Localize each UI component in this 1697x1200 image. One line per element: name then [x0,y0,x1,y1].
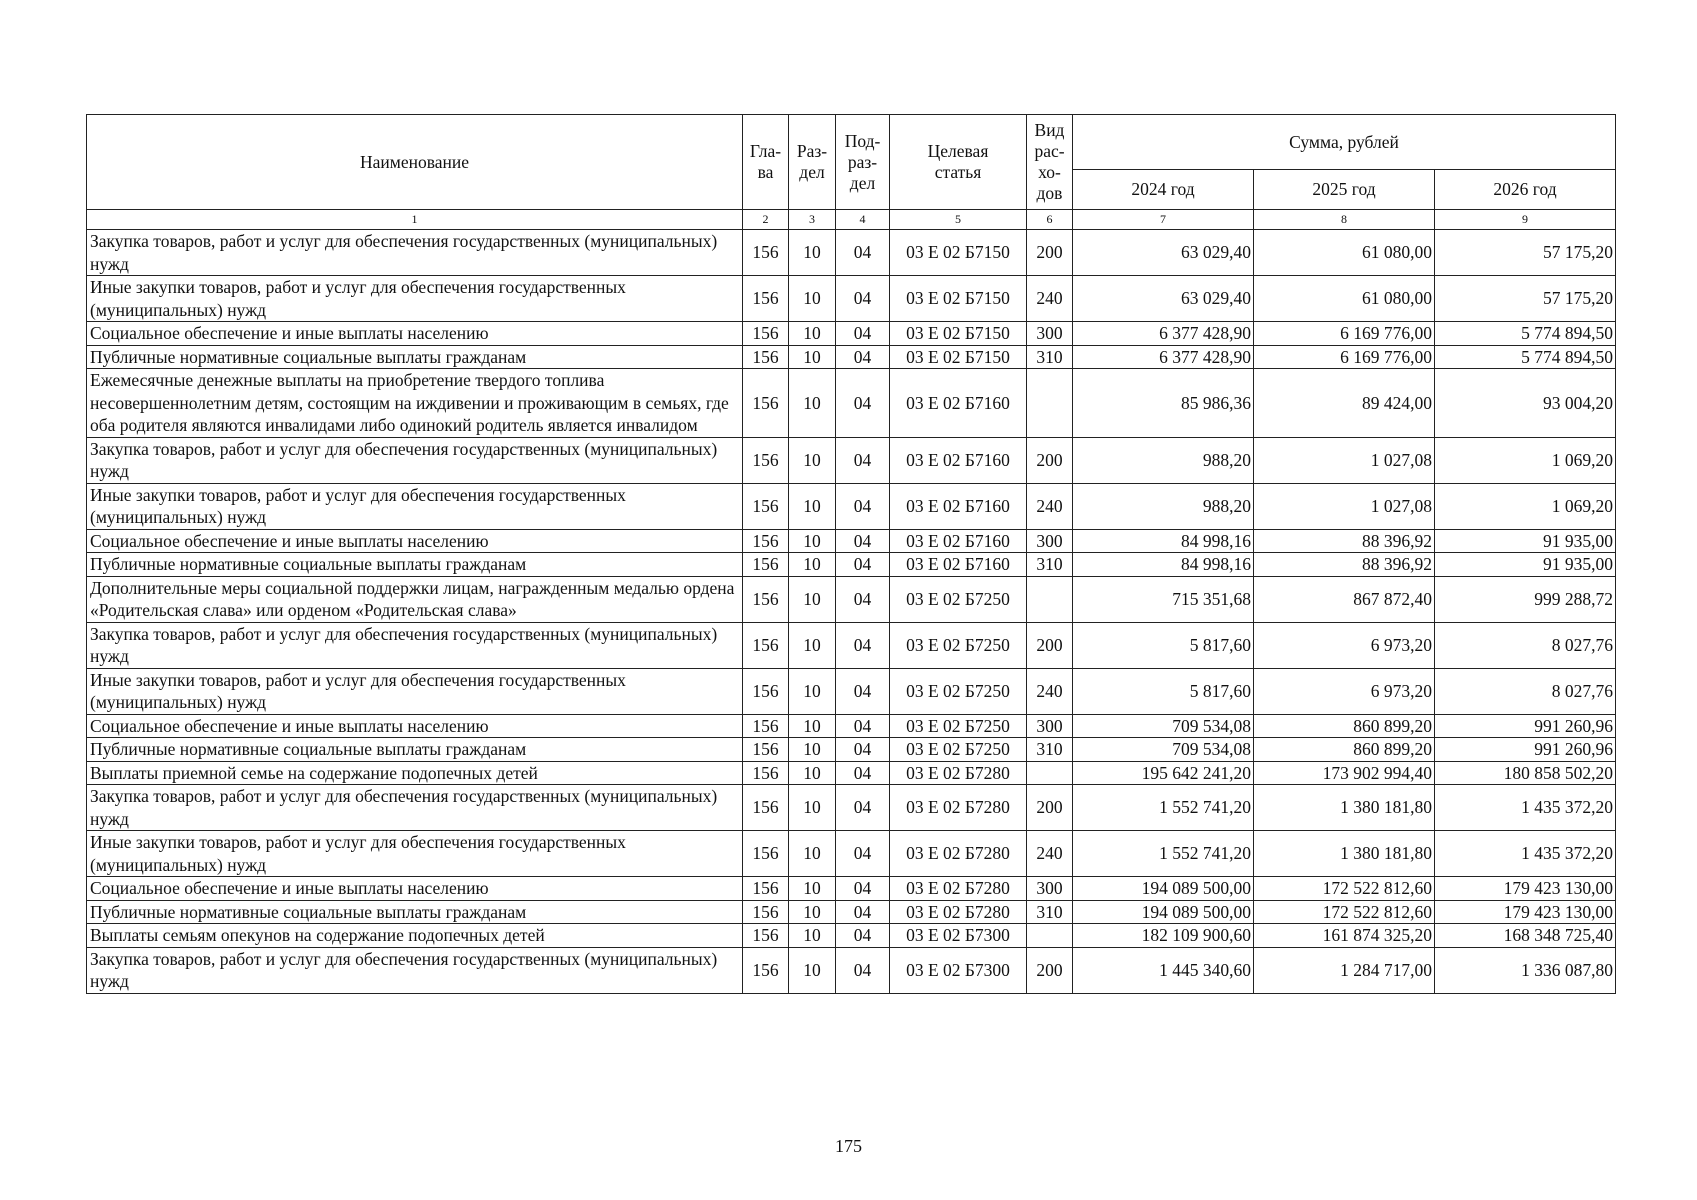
row-sum-2025: 6 169 776,00 [1254,322,1435,346]
row-razdel: 10 [789,738,836,762]
table-row [87,900,1616,924]
row-target: 03 Е 02 Б7300 [890,924,1027,948]
row-razdel: 10 [789,947,836,993]
row-glava: 156 [743,483,789,529]
row-sum-2026: 91 935,00 [1435,529,1616,553]
table-row [87,761,1616,785]
row-sum-2026: 179 423 130,00 [1435,877,1616,901]
row-target: 03 Е 02 Б7150 [890,322,1027,346]
row-sum-2026: 1 336 087,80 [1435,947,1616,993]
header-y2026: 2026 год [1435,170,1616,210]
row-name: Иные закупки товаров, работ и услуг для обеспечения государственных (муниципальных) нужд [87,483,743,529]
row-vid [1027,576,1073,622]
row-sum-2024: 84 998,16 [1073,529,1254,553]
row-glava: 156 [743,276,789,322]
row-sum-2025: 1 284 717,00 [1254,947,1435,993]
row-target: 03 Е 02 Б7280 [890,785,1027,831]
row-sum-2025: 6 973,20 [1254,668,1435,714]
row-sum-2025: 61 080,00 [1254,276,1435,322]
row-sum-2024: 194 089 500,00 [1073,900,1254,924]
row-sum-2024: 6 377 428,90 [1073,322,1254,346]
row-name: Закупка товаров, работ и услуг для обеспечения государственных (муниципальных) нужд [87,947,743,993]
row-podrazdel: 04 [836,877,890,901]
row-glava: 156 [743,761,789,785]
row-target: 03 Е 02 Б7150 [890,276,1027,322]
row-sum-2024: 709 534,08 [1073,714,1254,738]
row-target: 03 Е 02 Б7150 [890,345,1027,369]
row-sum-2024: 195 642 241,20 [1073,761,1254,785]
row-target: 03 Е 02 Б7250 [890,714,1027,738]
row-target: 03 Е 02 Б7280 [890,900,1027,924]
table-row [87,369,1616,438]
row-glava: 156 [743,738,789,762]
row-name: Социальное обеспечение и иные выплаты населению [87,529,743,553]
row-name: Иные закупки товаров, работ и услуг для обеспечения государственных (муниципальных) нужд [87,831,743,877]
row-razdel: 10 [789,761,836,785]
budget-table [86,114,1616,994]
row-target: 03 Е 02 Б7250 [890,738,1027,762]
row-name: Социальное обеспечение и иные выплаты населению [87,714,743,738]
row-sum-2026: 93 004,20 [1435,369,1616,438]
row-podrazdel: 04 [836,714,890,738]
row-glava: 156 [743,924,789,948]
row-vid: 240 [1027,483,1073,529]
row-name: Социальное обеспечение и иные выплаты населению [87,877,743,901]
row-sum-2024: 709 534,08 [1073,738,1254,762]
row-vid: 240 [1027,831,1073,877]
row-glava: 156 [743,900,789,924]
row-sum-2024: 1 445 340,60 [1073,947,1254,993]
row-sum-2025: 61 080,00 [1254,230,1435,276]
row-glava: 156 [743,529,789,553]
row-glava: 156 [743,230,789,276]
row-glava: 156 [743,668,789,714]
header-name: Наименование [87,115,743,210]
row-target: 03 Е 02 Б7160 [890,437,1027,483]
row-sum-2025: 161 874 325,20 [1254,924,1435,948]
row-sum-2026: 1 435 372,20 [1435,831,1616,877]
col-number: 3 [789,210,836,230]
row-glava: 156 [743,622,789,668]
row-razdel: 10 [789,576,836,622]
row-sum-2024: 988,20 [1073,483,1254,529]
row-razdel: 10 [789,483,836,529]
row-sum-2025: 88 396,92 [1254,553,1435,577]
row-sum-2024: 1 552 741,20 [1073,831,1254,877]
column-number-row [87,210,1616,230]
row-sum-2024: 1 552 741,20 [1073,785,1254,831]
row-glava: 156 [743,369,789,438]
row-vid [1027,761,1073,785]
row-sum-2024: 988,20 [1073,437,1254,483]
row-vid: 200 [1027,947,1073,993]
col-number: 8 [1254,210,1435,230]
row-sum-2026: 180 858 502,20 [1435,761,1616,785]
row-podrazdel: 04 [836,785,890,831]
row-glava: 156 [743,947,789,993]
row-razdel: 10 [789,924,836,948]
table-row [87,877,1616,901]
row-glava: 156 [743,345,789,369]
row-sum-2025: 173 902 994,40 [1254,761,1435,785]
row-vid: 310 [1027,900,1073,924]
row-glava: 156 [743,576,789,622]
row-podrazdel: 04 [836,738,890,762]
table-row [87,483,1616,529]
row-podrazdel: 04 [836,900,890,924]
row-vid: 200 [1027,230,1073,276]
row-vid: 200 [1027,437,1073,483]
row-target: 03 Е 02 Б7160 [890,529,1027,553]
row-sum-2025: 1 027,08 [1254,437,1435,483]
row-razdel: 10 [789,785,836,831]
row-razdel: 10 [789,276,836,322]
row-sum-2026: 57 175,20 [1435,230,1616,276]
row-podrazdel: 04 [836,831,890,877]
row-podrazdel: 04 [836,622,890,668]
col-number: 6 [1027,210,1073,230]
row-sum-2025: 172 522 812,60 [1254,900,1435,924]
row-sum-2025: 6 973,20 [1254,622,1435,668]
row-vid: 310 [1027,738,1073,762]
row-sum-2026: 1 435 372,20 [1435,785,1616,831]
row-sum-2026: 991 260,96 [1435,714,1616,738]
table-row [87,437,1616,483]
row-vid [1027,369,1073,438]
row-sum-2025: 1 380 181,80 [1254,831,1435,877]
row-razdel: 10 [789,230,836,276]
col-number: 7 [1073,210,1254,230]
row-target: 03 Е 02 Б7280 [890,831,1027,877]
row-vid: 310 [1027,553,1073,577]
table-row [87,785,1616,831]
row-target: 03 Е 02 Б7280 [890,761,1027,785]
row-razdel: 10 [789,553,836,577]
row-target: 03 Е 02 Б7250 [890,622,1027,668]
row-razdel: 10 [789,322,836,346]
row-vid: 300 [1027,529,1073,553]
row-sum-2025: 860 899,20 [1254,738,1435,762]
row-glava: 156 [743,877,789,901]
row-sum-2026: 8 027,76 [1435,668,1616,714]
row-sum-2026: 5 774 894,50 [1435,322,1616,346]
row-glava: 156 [743,437,789,483]
row-target: 03 Е 02 Б7300 [890,947,1027,993]
row-podrazdel: 04 [836,576,890,622]
row-glava: 156 [743,553,789,577]
row-podrazdel: 04 [836,345,890,369]
row-sum-2026: 8 027,76 [1435,622,1616,668]
table-row [87,947,1616,993]
row-podrazdel: 04 [836,947,890,993]
row-sum-2026: 1 069,20 [1435,483,1616,529]
row-sum-2024: 5 817,60 [1073,622,1254,668]
row-sum-2026: 57 175,20 [1435,276,1616,322]
row-name: Ежемесячные денежные выплаты на приобретение твердого топлива несовершеннолетним детям, состоящим на иждивении и проживающим в семьях, где оба родителя являются инвалидами либо одинокий родитель является инвалидом [87,369,743,438]
row-vid: 200 [1027,785,1073,831]
row-glava: 156 [743,322,789,346]
table-row [87,924,1616,948]
row-name: Закупка товаров, работ и услуг для обеспечения государственных (муниципальных) нужд [87,785,743,831]
row-name: Иные закупки товаров, работ и услуг для обеспечения государственных (муниципальных) нужд [87,276,743,322]
row-sum-2024: 6 377 428,90 [1073,345,1254,369]
row-name: Выплаты приемной семье на содержание подопечных детей [87,761,743,785]
row-vid: 300 [1027,877,1073,901]
table-body [87,210,1616,994]
row-vid: 310 [1027,345,1073,369]
row-glava: 156 [743,831,789,877]
row-target: 03 Е 02 Б7250 [890,576,1027,622]
row-name: Иные закупки товаров, работ и услуг для обеспечения государственных (муниципальных) нужд [87,668,743,714]
row-sum-2024: 63 029,40 [1073,230,1254,276]
table-row [87,553,1616,577]
row-name: Публичные нормативные социальные выплаты гражданам [87,345,743,369]
row-sum-2024: 84 998,16 [1073,553,1254,577]
row-target: 03 Е 02 Б7150 [890,230,1027,276]
row-razdel: 10 [789,345,836,369]
table-row [87,345,1616,369]
row-podrazdel: 04 [836,761,890,785]
row-sum-2025: 1 380 181,80 [1254,785,1435,831]
row-sum-2026: 991 260,96 [1435,738,1616,762]
table-row [87,738,1616,762]
row-sum-2025: 172 522 812,60 [1254,877,1435,901]
row-glava: 156 [743,714,789,738]
row-sum-2024: 182 109 900,60 [1073,924,1254,948]
table-row [87,622,1616,668]
page-number: 175 [835,1136,862,1156]
col-number: 2 [743,210,789,230]
row-sum-2025: 860 899,20 [1254,714,1435,738]
row-podrazdel: 04 [836,276,890,322]
row-name: Публичные нормативные социальные выплаты гражданам [87,553,743,577]
row-razdel: 10 [789,714,836,738]
row-razdel: 10 [789,622,836,668]
header-glava: Гла- ва [743,115,789,210]
row-sum-2026: 168 348 725,40 [1435,924,1616,948]
row-sum-2024: 85 986,36 [1073,369,1254,438]
budget-table-page [86,114,1615,994]
row-vid [1027,924,1073,948]
row-target: 03 Е 02 Б7280 [890,877,1027,901]
row-razdel: 10 [789,877,836,901]
header-sum: Сумма, рублей [1073,115,1616,170]
header-target: Целевая статья [890,115,1027,210]
row-razdel: 10 [789,668,836,714]
row-sum-2026: 179 423 130,00 [1435,900,1616,924]
row-name: Закупка товаров, работ и услуг для обеспечения государственных (муниципальных) нужд [87,622,743,668]
row-podrazdel: 04 [836,369,890,438]
table-row [87,322,1616,346]
row-glava: 156 [743,785,789,831]
table-row [87,230,1616,276]
header-y2024: 2024 год [1073,170,1254,210]
table-row [87,276,1616,322]
row-target: 03 Е 02 Б7250 [890,668,1027,714]
row-podrazdel: 04 [836,322,890,346]
row-sum-2024: 715 351,68 [1073,576,1254,622]
row-vid: 200 [1027,622,1073,668]
row-sum-2026: 91 935,00 [1435,553,1616,577]
row-name: Публичные нормативные социальные выплаты гражданам [87,900,743,924]
row-razdel: 10 [789,437,836,483]
row-sum-2025: 89 424,00 [1254,369,1435,438]
row-vid: 240 [1027,276,1073,322]
row-name: Социальное обеспечение и иные выплаты населению [87,322,743,346]
col-number: 4 [836,210,890,230]
row-name: Публичные нормативные социальные выплаты гражданам [87,738,743,762]
row-razdel: 10 [789,529,836,553]
row-podrazdel: 04 [836,437,890,483]
col-number: 1 [87,210,743,230]
row-sum-2026: 5 774 894,50 [1435,345,1616,369]
header-vid: Вид рас- хо- дов [1027,115,1073,210]
header-podrazdel: Под- раз- дел [836,115,890,210]
row-target: 03 Е 02 Б7160 [890,553,1027,577]
table-row [87,529,1616,553]
row-podrazdel: 04 [836,529,890,553]
table-row [87,831,1616,877]
row-target: 03 Е 02 Б7160 [890,483,1027,529]
row-sum-2024: 5 817,60 [1073,668,1254,714]
row-sum-2025: 1 027,08 [1254,483,1435,529]
row-sum-2024: 194 089 500,00 [1073,877,1254,901]
row-razdel: 10 [789,900,836,924]
row-podrazdel: 04 [836,553,890,577]
row-name: Закупка товаров, работ и услуг для обеспечения государственных (муниципальных) нужд [87,230,743,276]
col-number: 5 [890,210,1027,230]
row-sum-2025: 6 169 776,00 [1254,345,1435,369]
row-podrazdel: 04 [836,483,890,529]
row-sum-2026: 999 288,72 [1435,576,1616,622]
row-sum-2024: 63 029,40 [1073,276,1254,322]
row-sum-2026: 1 069,20 [1435,437,1616,483]
row-vid: 240 [1027,668,1073,714]
header-y2025: 2025 год [1254,170,1435,210]
table-row [87,714,1616,738]
row-name: Закупка товаров, работ и услуг для обеспечения государственных (муниципальных) нужд [87,437,743,483]
row-vid: 300 [1027,322,1073,346]
row-sum-2025: 867 872,40 [1254,576,1435,622]
row-razdel: 10 [789,369,836,438]
row-razdel: 10 [789,831,836,877]
row-vid: 300 [1027,714,1073,738]
row-sum-2025: 88 396,92 [1254,529,1435,553]
row-target: 03 Е 02 Б7160 [890,369,1027,438]
row-podrazdel: 04 [836,924,890,948]
header-razdel: Раз- дел [789,115,836,210]
col-number: 9 [1435,210,1616,230]
row-podrazdel: 04 [836,668,890,714]
table-row [87,668,1616,714]
row-name: Выплаты семьям опекунов на содержание подопечных детей [87,924,743,948]
row-name: Дополнительные меры социальной поддержки лицам, награжденным медалью ордена «Родительская слава» или орденом «Родительская слава» [87,576,743,622]
row-podrazdel: 04 [836,230,890,276]
table-row [87,576,1616,622]
